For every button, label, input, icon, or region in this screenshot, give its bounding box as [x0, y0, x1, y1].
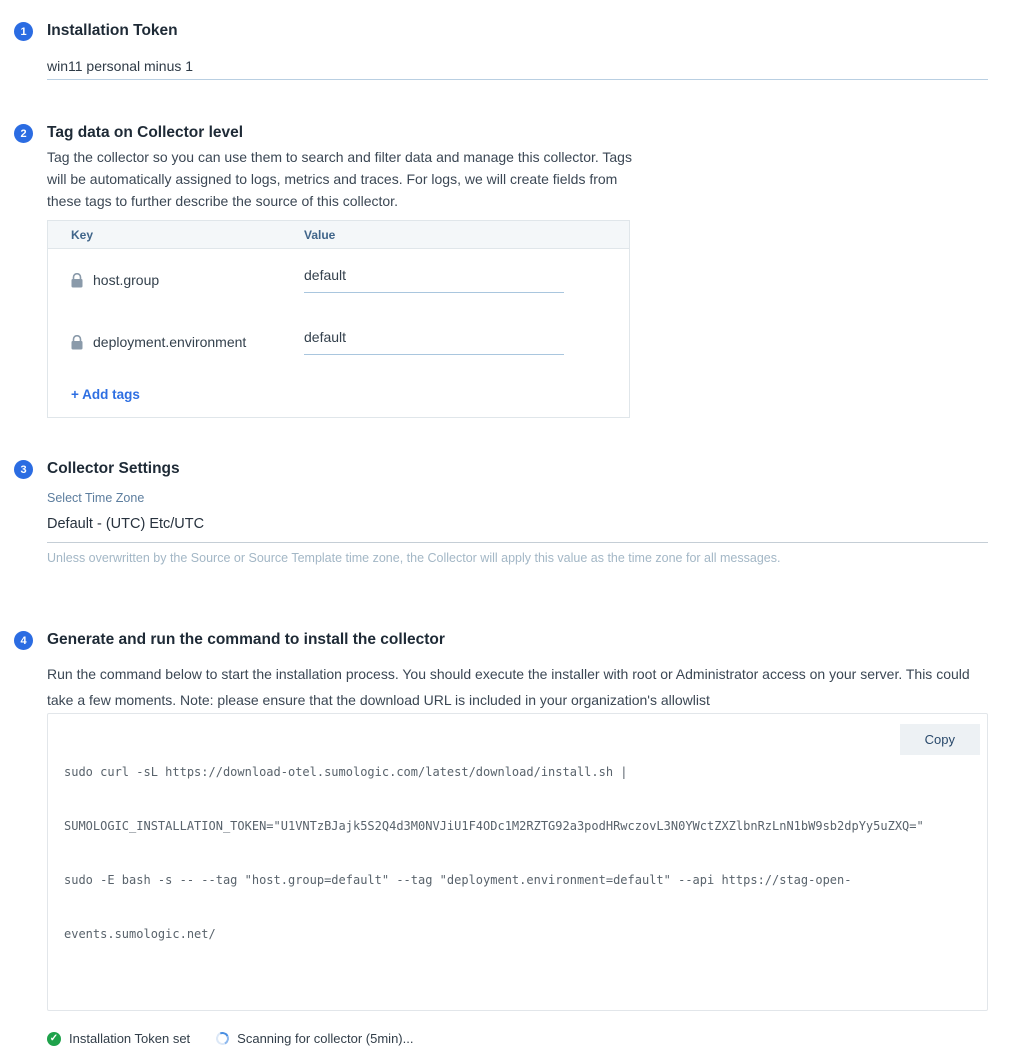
tag-key-label: deployment.environment	[93, 334, 247, 350]
step-3-badge: 3	[14, 460, 33, 479]
tag-key-cell	[48, 272, 304, 288]
tags-table-header	[48, 221, 629, 249]
step-2-description: Tag the collector so you can use them to search and filter data and manage this collector. Tags will be automatically assigned to logs, metrics and traces. For logs, we will create fields from these tags to further describe the source of this collector.	[47, 149, 632, 209]
tag-value-input[interactable]: default	[304, 329, 564, 355]
check-circle-icon: ✓	[47, 1032, 61, 1046]
tag-key-cell	[48, 334, 304, 350]
command-line: sudo curl -sL https://download-otel.sumologic.com/latest/download/install.sh |	[64, 765, 628, 779]
spinner-icon	[214, 1030, 231, 1047]
step-1-badge: 1	[14, 22, 33, 41]
step-2-badge: 2	[14, 124, 33, 143]
installation-token-input[interactable]: win11 personal minus 1	[47, 58, 988, 80]
command-line: SUMOLOGIC_INSTALLATION_TOKEN="U1VNTzBJajk5S2Q4d3M0NVJiU1F4ODc1M2RZTG92a3podHRwczovL3N0YWctZXZlbnRzLnN1bW9sb2dpYy5uZXQ="	[64, 819, 924, 833]
key-column-header: Key	[71, 227, 94, 242]
tag-value-input[interactable]: default	[304, 267, 564, 293]
value-column-header: Value	[304, 227, 336, 242]
step-3-title: Collector Settings	[47, 460, 180, 477]
step-1-title: Installation Token	[47, 22, 178, 39]
tag-value-cell	[304, 267, 564, 293]
token-set-status: Installation Token set	[69, 1031, 191, 1046]
table-row	[48, 249, 629, 311]
table-row	[48, 311, 629, 373]
status-bar	[47, 1031, 988, 1046]
tag-key-label: host.group	[93, 272, 160, 288]
timezone-label: Select Time Zone	[47, 491, 145, 505]
step-2-title: Tag data on Collector level	[47, 124, 244, 141]
command-line: events.sumologic.net/	[64, 927, 216, 941]
install-command-code	[47, 713, 988, 1011]
tag-value-cell	[304, 329, 564, 355]
step-collector-settings	[20, 460, 988, 565]
step-install-command	[20, 631, 988, 1011]
step-tag-data	[20, 124, 988, 418]
lock-icon	[71, 335, 83, 350]
step-4-title: Generate and run the command to install the collector	[47, 631, 445, 648]
timezone-select[interactable]: Default - (UTC) Etc/UTC	[47, 517, 988, 543]
command-line: sudo -E bash -s -- --tag "host.group=default" --tag "deployment.environment=default" --api https://stag-open-	[64, 873, 852, 887]
step-4-description: Run the command below to start the installation process. You should execute the installer with root or Administrator access on your server. This could take a few moments. Note: please ensure that the download URL is included in your organization's allowlist	[47, 666, 970, 708]
timezone-help-text: Unless overwritten by the Source or Source Template time zone, the Collector will apply this value as the time zone for all messages.	[47, 551, 781, 565]
step-4-badge: 4	[14, 631, 33, 650]
add-tags-link[interactable]: + Add tags	[71, 387, 140, 402]
tags-table	[47, 220, 630, 418]
step-installation-token	[20, 22, 988, 80]
lock-icon	[71, 273, 83, 288]
scanning-status: Scanning for collector (5min)...	[237, 1031, 414, 1046]
copy-button[interactable]: Copy	[900, 724, 980, 755]
